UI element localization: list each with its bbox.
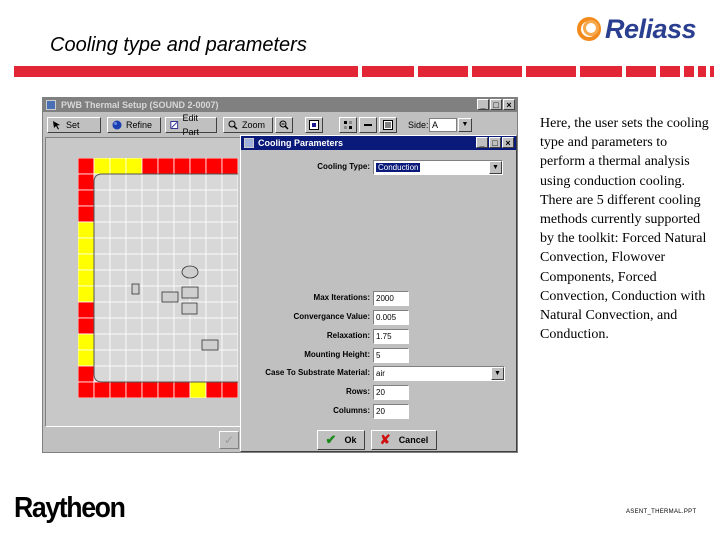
grid-cell[interactable] (78, 350, 94, 366)
grid-cell[interactable] (78, 238, 94, 254)
grid-cell[interactable] (78, 222, 94, 238)
grid-cell[interactable] (110, 302, 126, 318)
grid-cell[interactable] (94, 302, 110, 318)
grid-cell[interactable] (142, 158, 158, 174)
cooling-parameters-dialog (240, 135, 517, 452)
board-component[interactable] (182, 303, 197, 314)
close-button[interactable]: × (503, 99, 515, 110)
grid-cell[interactable] (142, 318, 158, 334)
grid-cell[interactable] (222, 366, 238, 382)
grid-cell[interactable] (126, 206, 142, 222)
edit-part-button[interactable] (165, 113, 217, 137)
grid-cell[interactable] (126, 222, 142, 238)
grid-cell[interactable] (142, 334, 158, 350)
grid-cell[interactable] (174, 350, 190, 366)
grid-cell[interactable] (158, 190, 174, 206)
grid-cell[interactable] (94, 350, 110, 366)
relaxation-input[interactable]: 1.75 (373, 329, 409, 344)
grid-cell[interactable] (206, 350, 222, 366)
grid-cell[interactable] (222, 382, 238, 398)
board-component[interactable] (182, 266, 198, 278)
grid-cell[interactable] (222, 350, 238, 366)
board-component[interactable] (132, 284, 139, 294)
grid-cell[interactable] (222, 174, 238, 190)
grid-cell[interactable] (190, 318, 206, 334)
grid-cell[interactable] (158, 158, 174, 174)
grid-cell[interactable] (190, 174, 206, 190)
grid-cell[interactable] (110, 382, 126, 398)
set-button[interactable] (47, 117, 101, 133)
grid-cell[interactable] (190, 158, 206, 174)
grid-cell[interactable] (78, 206, 94, 222)
convergance-value-label: Convergance Value: (293, 312, 370, 321)
footer-filename: ASENT_THERMAL.PPT (626, 509, 697, 515)
grid-cell[interactable] (174, 222, 190, 238)
mounting-height-input[interactable]: 5 (373, 348, 409, 363)
grid-cell[interactable] (142, 270, 158, 286)
check-icon: ✔ (325, 432, 337, 447)
grid-cell[interactable] (94, 286, 110, 302)
remove-button[interactable] (359, 117, 377, 133)
side-label: Side: (408, 120, 429, 130)
chevron-down-icon[interactable]: ▼ (491, 367, 504, 380)
grid-cell[interactable] (222, 302, 238, 318)
cooling-type-value: Conduction (378, 163, 419, 172)
grid-cell[interactable] (78, 158, 94, 174)
grid-cell[interactable] (110, 366, 126, 382)
convergance-value-row (241, 310, 518, 325)
main-window-title: PWB Thermal Setup (SOUND 2-0007) (61, 100, 219, 110)
minimize-button[interactable]: _ (477, 99, 489, 110)
components-icon (343, 120, 353, 130)
grid-cell[interactable] (206, 158, 222, 174)
zoom-out-icon (279, 120, 289, 130)
maximize-button[interactable]: □ (490, 99, 502, 110)
grid-cell[interactable] (174, 158, 190, 174)
grid-cell[interactable] (222, 206, 238, 222)
cooling-type-select[interactable] (373, 160, 503, 175)
grid-cell[interactable] (190, 382, 206, 398)
columns-row (241, 404, 518, 419)
grid-cell[interactable] (174, 318, 190, 334)
slide-title: Cooling type and parameters (50, 34, 307, 56)
board-component[interactable] (182, 287, 198, 298)
dialog-title: Cooling Parameters (258, 138, 344, 148)
grid-cell[interactable] (206, 318, 222, 334)
grid-cell[interactable] (222, 254, 238, 270)
convergance-value-input[interactable]: 0.005 (373, 310, 409, 325)
cancel-button-label: Cancel (398, 435, 429, 445)
ok-button[interactable] (317, 430, 365, 450)
grid-cell[interactable] (222, 238, 238, 254)
grid-cell[interactable] (110, 174, 126, 190)
grid-cell[interactable] (126, 254, 142, 270)
grid-cell[interactable] (78, 254, 94, 270)
grid-cell[interactable] (110, 270, 126, 286)
edit-part-button-label: Edit Part (182, 113, 200, 137)
grid-cell[interactable] (158, 238, 174, 254)
reliass-logo (575, 12, 696, 46)
grid-cell[interactable] (206, 270, 222, 286)
zoom-button[interactable] (223, 117, 273, 133)
grid-cell[interactable] (94, 254, 110, 270)
refine-button-label: Refine (126, 120, 153, 130)
grid-cell[interactable] (158, 302, 174, 318)
grid-cell[interactable] (174, 206, 190, 222)
refine-button[interactable] (107, 117, 161, 133)
chevron-down-icon[interactable]: ▼ (458, 118, 472, 132)
board-grid[interactable] (78, 158, 238, 398)
grid-cell[interactable] (222, 190, 238, 206)
grid-cell[interactable] (142, 366, 158, 382)
grid-cell[interactable] (206, 302, 222, 318)
board-component[interactable] (202, 340, 218, 350)
dialog-minimize-button[interactable]: _ (476, 137, 488, 148)
layers-button[interactable] (379, 117, 397, 133)
max-iterations-label: Max Iterations: (313, 293, 370, 302)
grid-cell[interactable] (142, 238, 158, 254)
dialog-maximize-button[interactable]: □ (489, 137, 501, 148)
grid-cell[interactable] (206, 190, 222, 206)
grid-cell[interactable] (206, 222, 222, 238)
main-window-titlebar[interactable] (43, 98, 517, 112)
relaxation-label: Relaxation: (326, 331, 370, 340)
grid-cell[interactable] (142, 254, 158, 270)
grid-cell[interactable] (78, 366, 94, 382)
grid-cell[interactable] (222, 158, 238, 174)
layers-icon (383, 120, 393, 130)
grid-cell[interactable] (158, 334, 174, 350)
fit-view-button[interactable] (305, 117, 323, 133)
grid-cell[interactable] (142, 206, 158, 222)
grid-cell[interactable] (78, 334, 94, 350)
grid-cell[interactable] (190, 350, 206, 366)
grid-cell[interactable] (158, 174, 174, 190)
dialog-close-button[interactable]: × (502, 137, 514, 148)
grid-cell[interactable] (94, 366, 110, 382)
grid-cell[interactable] (190, 238, 206, 254)
grid-cell[interactable] (94, 174, 110, 190)
case-to-substrate-select[interactable] (373, 366, 505, 381)
edit-part-icon (170, 120, 179, 130)
grid-cell[interactable] (222, 286, 238, 302)
grid-cell[interactable] (94, 382, 110, 398)
close-icon: ✘ (379, 432, 391, 447)
cancel-button[interactable] (371, 430, 437, 450)
columns-label: Columns: (333, 406, 370, 415)
set-button-label: Set (66, 120, 80, 130)
header-divider-bar (14, 66, 714, 77)
grid-cell[interactable] (158, 366, 174, 382)
grid-cell[interactable] (206, 238, 222, 254)
rows-input[interactable]: 20 (373, 385, 409, 400)
app-icon (46, 100, 56, 110)
grid-cell[interactable] (94, 270, 110, 286)
globe-icon (112, 120, 122, 130)
grid-cell[interactable] (110, 334, 126, 350)
arrow-cursor-icon (52, 120, 62, 130)
grid-cell[interactable] (110, 238, 126, 254)
grid-cell[interactable] (222, 270, 238, 286)
grid-cell[interactable] (94, 158, 110, 174)
grid-cell[interactable] (126, 174, 142, 190)
relaxation-row (241, 329, 518, 344)
ok-button-label: Ok (344, 435, 357, 445)
grid-cell[interactable] (78, 270, 94, 286)
grid-cell[interactable] (190, 206, 206, 222)
grid-cell[interactable] (206, 254, 222, 270)
cooling-type-row (241, 160, 518, 175)
grid-cell[interactable] (158, 382, 174, 398)
grid-cell[interactable] (158, 350, 174, 366)
slide-description: Here, the user sets the cooling type and parameters to perform a thermal analysis using conduction cooling. There are 5 different cooling methods currently supported by the toolkit: Forced Natural Convection, Flowover Components, Forced Convection, Conduction with Natural Convection, and Conduction. (540, 116, 709, 343)
grid-cell[interactable] (158, 254, 174, 270)
case-to-substrate-label: Case To Substrate Material: (265, 368, 370, 377)
dialog-app-icon (244, 138, 254, 148)
dialog-titlebar[interactable] (241, 136, 516, 150)
grid-cell[interactable] (78, 174, 94, 190)
grid-cell[interactable] (110, 350, 126, 366)
chevron-down-icon[interactable]: ▼ (489, 161, 502, 174)
main-toolbar (43, 115, 517, 135)
grid-cell[interactable] (94, 222, 110, 238)
side-select[interactable] (429, 118, 469, 132)
fit-view-icon (309, 120, 319, 130)
grid-cell[interactable] (110, 254, 126, 270)
grid-cell[interactable] (78, 382, 94, 398)
columns-input[interactable]: 20 (373, 404, 409, 419)
magnifier-icon (228, 120, 238, 130)
grid-cell[interactable] (94, 318, 110, 334)
grid-cell[interactable] (174, 366, 190, 382)
grid-cell[interactable] (174, 174, 190, 190)
max-iterations-row (241, 291, 518, 306)
grid-cell[interactable] (126, 238, 142, 254)
grid-cell[interactable] (142, 302, 158, 318)
grid-cell[interactable] (126, 366, 142, 382)
grid-cell[interactable] (222, 334, 238, 350)
grid-cell[interactable] (142, 350, 158, 366)
grid-cell[interactable] (158, 270, 174, 286)
grid-cell[interactable] (206, 366, 222, 382)
mounting-height-label: Mounting Height: (304, 350, 370, 359)
grid-cell[interactable] (78, 318, 94, 334)
side-select-value: A (432, 120, 439, 130)
max-iterations-input[interactable]: 2000 (373, 291, 409, 306)
grid-cell[interactable] (190, 190, 206, 206)
grid-cell[interactable] (110, 206, 126, 222)
grid-cell[interactable] (110, 158, 126, 174)
grid-cell[interactable] (78, 302, 94, 318)
grid-cell[interactable] (206, 174, 222, 190)
grid-cell[interactable] (126, 158, 142, 174)
components-button[interactable] (339, 117, 357, 133)
grid-cell[interactable] (174, 190, 190, 206)
grid-cell[interactable] (78, 190, 94, 206)
case-to-substrate-value: air (376, 369, 385, 378)
grid-cell[interactable] (126, 350, 142, 366)
grid-cell[interactable] (142, 174, 158, 190)
grid-cell[interactable] (110, 286, 126, 302)
grid-cell[interactable] (94, 190, 110, 206)
grid-cell[interactable] (190, 222, 206, 238)
apply-check-icon[interactable]: ✓ (219, 431, 239, 449)
grid-cell[interactable] (126, 382, 142, 398)
grid-cell[interactable] (206, 286, 222, 302)
case-to-substrate-row (241, 366, 518, 381)
zoom-out-button[interactable] (275, 117, 293, 133)
grid-cell[interactable] (126, 190, 142, 206)
grid-cell[interactable] (142, 382, 158, 398)
grid-cell[interactable] (78, 286, 94, 302)
board-component[interactable] (162, 292, 178, 302)
mounting-height-row (241, 348, 518, 363)
rows-label: Rows: (346, 387, 370, 396)
minus-icon (363, 120, 373, 130)
grid-cell[interactable] (206, 382, 222, 398)
reliass-logo-text: Reliass (605, 13, 697, 44)
grid-cell[interactable] (158, 318, 174, 334)
grid-cell[interactable] (174, 238, 190, 254)
grid-cell[interactable] (110, 190, 126, 206)
grid-cell[interactable] (206, 206, 222, 222)
grid-cell[interactable] (222, 318, 238, 334)
rows-row (241, 385, 518, 400)
grid-cell[interactable] (222, 222, 238, 238)
grid-cell[interactable] (94, 238, 110, 254)
grid-cell[interactable] (94, 206, 110, 222)
grid-cell[interactable] (110, 318, 126, 334)
grid-cell[interactable] (142, 190, 158, 206)
grid-cell[interactable] (190, 366, 206, 382)
grid-cell[interactable] (174, 382, 190, 398)
grid-cell[interactable] (94, 334, 110, 350)
grid-cell[interactable] (158, 222, 174, 238)
zoom-button-label: Zoom (242, 120, 266, 130)
grid-cell[interactable] (110, 222, 126, 238)
grid-cell[interactable] (126, 318, 142, 334)
grid-cell[interactable] (126, 334, 142, 350)
grid-cell[interactable] (126, 302, 142, 318)
raytheon-logo: Raytheon (14, 492, 125, 524)
grid-cell[interactable] (174, 334, 190, 350)
grid-cell[interactable] (158, 206, 174, 222)
reliass-logo-icon (575, 14, 605, 44)
cooling-type-label: Cooling Type: (317, 162, 370, 171)
grid-cell[interactable] (142, 222, 158, 238)
grid-cell[interactable] (142, 286, 158, 302)
